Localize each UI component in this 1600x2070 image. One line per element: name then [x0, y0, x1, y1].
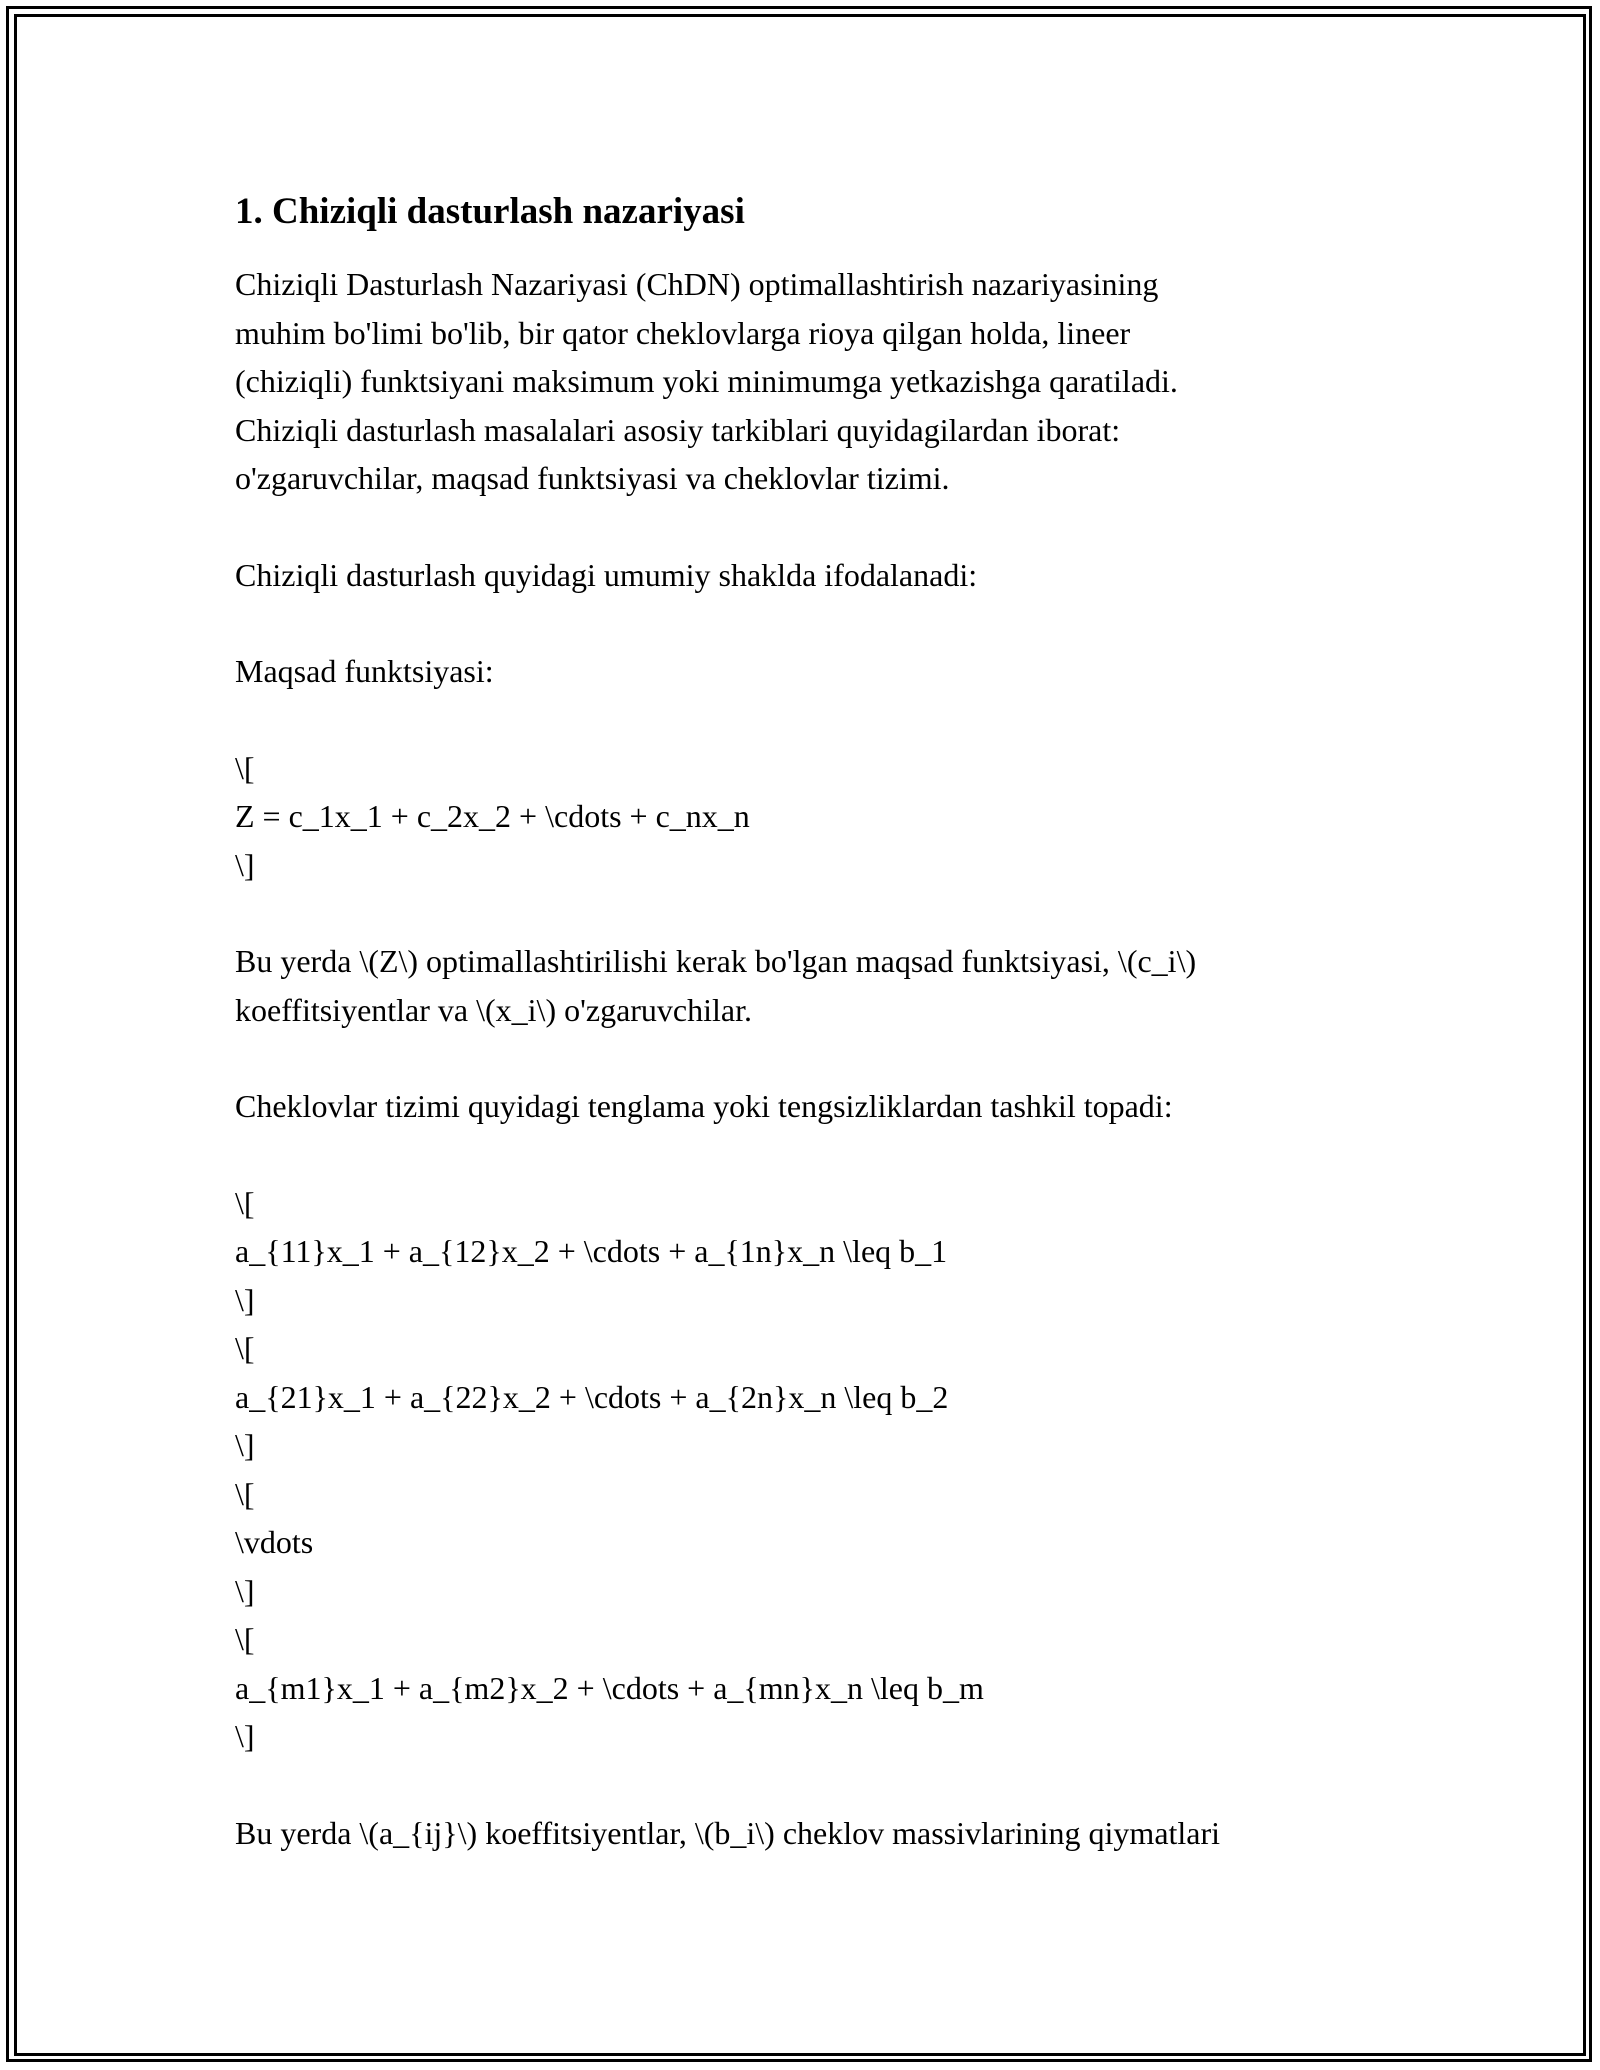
- general-form-paragraph: Chiziqli dasturlash quyidagi umumiy shaklda ifodalanadi:: [235, 556, 978, 593]
- constraint-equation-2: \[ a_{21}x_1 + a_{22}x_2 + \cdots + a_{2n}x_n \leq b_2 \]: [235, 1330, 949, 1463]
- objective-equation: \[ Z = c_1x_1 + c_2x_2 + \cdots + c_nx_n \]: [235, 749, 750, 883]
- constraints-equation-group: [235, 1179, 1415, 1761]
- constraints-description: Bu yerda \(a_{ij}\) koeffitsiyentlar, \(b_i\) cheklov massivlarining qiymatlari: [235, 1814, 1221, 1851]
- objective-description: Bu yerda \(Z\) optimallashtirilishi kerak bo'lgan maqsad funktsiyasi, \(c_i\) koeffitsiyentlar va \(x_i\) o'zgaruvchilar.: [235, 943, 1197, 1028]
- constraints-label: Cheklovlar tizimi quyidagi tenglama yoki tengsizliklardan tashkil topadi:: [235, 1088, 1173, 1124]
- constraint-vdots: \[ \vdots \]: [235, 1475, 314, 1609]
- objective-equation-group: [235, 744, 1415, 890]
- constraint-equation-1: \[ a_{11}x_1 + a_{12}x_2 + \cdots + a_{1n}x_n \leq b_1 \]: [235, 1184, 948, 1318]
- intro-paragraph: Chiziqli Dasturlash Nazariyasi (ChDN) optimallashtirish nazariyasining muhim bo'limi bo'lib, bir qator cheklovlarga rioya qilgan holda, lineer (chiziqli) funktsiyani maksimum yoki minimumga yetkazishga qaratiladi. Chiziqli dasturlash masalalari asosiy tarkiblari quyidagilardan iborat: o'zgaruvchilar, maqsad funktsiyasi va cheklovlar tizimi.: [235, 266, 1178, 496]
- objective-label: Maqsad funktsiyasi:: [235, 653, 494, 689]
- constraint-equation-m: \[ a_{m1}x_1 + a_{m2}x_2 + \cdots + a_{mn}x_n \leq b_m \]: [235, 1621, 984, 1754]
- section-heading: 1. Chiziqli dasturlash nazariyasi: [235, 191, 745, 232]
- document-page: [235, 186, 1415, 1905]
